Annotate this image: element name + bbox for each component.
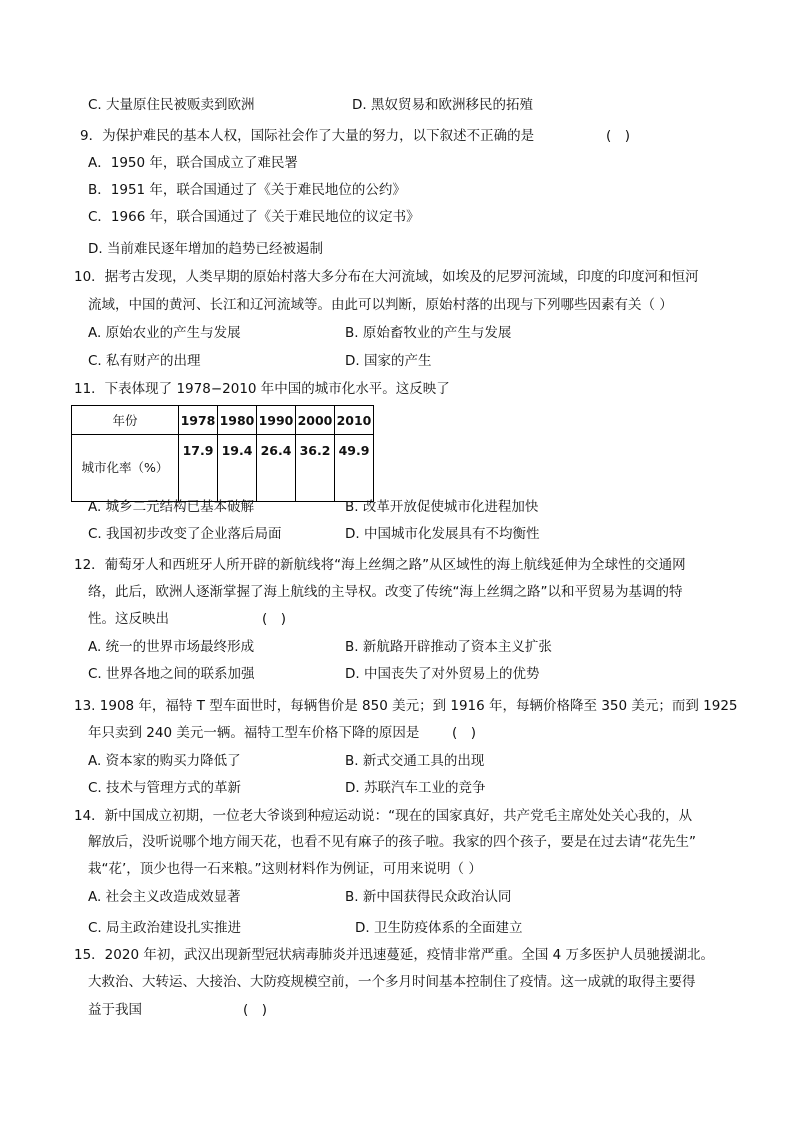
q10-option-d: D. 国家的产生 [345, 353, 432, 369]
table-rate-cell: 49.9 [335, 435, 374, 502]
q14-option-c: C. 局主政治建设扎实推进 [88, 920, 242, 936]
q14-stem-line3: 栽“花’，顶少也得一石来粮。”这则材料作为例证，可用来说明（ ） [88, 861, 482, 877]
q12-option-d: D. 中国丧失了对外贸易上的优势 [345, 666, 540, 682]
table-year-cell: 1990 [257, 406, 296, 435]
q15-stem-line2: 大救治、大转运、大接治、大防疫规模空前，一个多月时间基本控制住了疫情。这一成就的取得主要得 [88, 974, 696, 990]
q8-option-d: D. 黑奴贸易和欧洲移民的拓殖 [352, 97, 533, 113]
q13-answer-bracket: ( ) [452, 725, 477, 741]
q9-answer-bracket: ( ) [606, 128, 631, 144]
table-year-cell: 2010 [335, 406, 374, 435]
q13-stem-line1: 13. 1908 年，福特 T 型车面世时，每辆售价是 850 美元；到 1916 年，每辆价格降至 350 美元；而到 1925 [74, 698, 738, 714]
q14-option-b: B. 新中国获得民众政治认同 [345, 889, 512, 905]
q13-option-c: C. 技术与管理方式的革新 [88, 780, 242, 796]
q12-option-a: A. 统一的世界市场最终形成 [88, 639, 255, 655]
urbanization-table [71, 405, 374, 502]
table-row [72, 406, 374, 435]
q14-stem-line1: 14．新中国成立初期，一位老大爷谈到种痘运动说：“现在的国家真好，共产党毛主席处处关心我的，从 [74, 808, 693, 824]
q12-stem-line3: 性。这反映出 [88, 611, 169, 627]
q12-option-c: C. 世界各地之间的联系加强 [88, 666, 255, 682]
q15-answer-bracket: ( ) [243, 1002, 268, 1018]
table-rate-cell: 17.9 [179, 435, 218, 502]
q11-option-a: A. 城乡二元结构已基本破解 [88, 499, 255, 515]
q12-stem-line1: 12．葡萄牙人和西班牙人所开辟的新航线将“海上丝绸之路”从区域性的海上航线延伸为全球性的交通网 [74, 557, 686, 573]
q10-option-a: A. 原始农业的产生与发展 [88, 325, 241, 341]
q10-option-c: C. 私有财产的出理 [88, 353, 201, 369]
q9-option-c: C．1966 年，联合国通过了《关于难民地位的议定书》 [88, 209, 420, 225]
table-header-year-label: 年份 [72, 406, 179, 435]
q12-stem-line2: 络，此后，欧洲人逐渐掌握了海上航线的主导权。改变了传统“海上丝绸之路”以和平贸易为基调的特 [88, 584, 683, 600]
q15-stem-line3: 益于我国 [88, 1002, 142, 1018]
q13-stem-line2: 年只卖到 240 美元一辆。福特工型车价格下降的原因是 [88, 725, 420, 741]
q10-option-b: B. 原始畜牧业的产生与发展 [345, 325, 512, 341]
table-rate-cell: 26.4 [257, 435, 296, 502]
q11-option-c: C. 我国初步改变了企业落后局面 [88, 526, 282, 542]
q14-option-d: D. 卫生防疫体系的全面建立 [355, 920, 523, 936]
q14-stem-line2: 解放后，没听说哪个地方闹天花，也看不见有麻子的孩子啦。我家的四个孩子，要是在过去请“花先生” [88, 834, 696, 850]
q9-option-a: A．1950 年，联合国成立了难民署 [88, 155, 298, 171]
q15-stem-line1: 15．2020 年初，武汉出现新型冠状病毒肺炎并迅速蔓延，疫情非常严重。全国 4 万多医护人员驰援湖北。 [74, 947, 714, 963]
table-rate-label: 城市化率（%） [72, 435, 179, 502]
q9-stem: 9．为保护难民的基本人权，国际社会作了大量的努力，以下叙述不正确的是 [80, 128, 535, 144]
q10-stem-line1: 10．据考古发现，人类早期的原始村落大多分布在大河流域，如埃及的尼罗河流域，印度的印度河和恒河 [74, 269, 699, 285]
q11-option-d: D. 中国城市化发展具有不均衡性 [345, 526, 540, 542]
q11-option-b: B. 改革开放促使城市化进程加快 [345, 499, 539, 515]
q12-option-b: B. 新航路开辟推动了资本主义扩张 [345, 639, 552, 655]
table-rate-cell: 36.2 [296, 435, 335, 502]
q12-answer-bracket: ( ) [262, 611, 287, 627]
table-year-cell: 2000 [296, 406, 335, 435]
q13-option-b: B. 新式交通工具的出现 [345, 753, 485, 769]
q9-option-b: B．1951 年，联合国通过了《关于难民地位的公约》 [88, 182, 406, 198]
q11-stem: 11．下表体现了 1978−2010 年中国的城市化水平。这反映了 [74, 381, 450, 397]
q8-option-c: C. 大量原住民被贩卖到欧洲 [88, 97, 255, 113]
table-rate-cell: 19.4 [218, 435, 257, 502]
q13-option-d: D. 苏联汽车工业的竞争 [345, 780, 486, 796]
table-year-cell: 1980 [218, 406, 257, 435]
q10-stem-line2: 流域，中国的黄河、长江和辽河流域等。由此可以判断，原始村落的出现与下列哪些因素有关（ ） [88, 297, 673, 313]
q13-option-a: A. 资本家的购买力降低了 [88, 753, 241, 769]
q9-option-d: D. 当前难民逐年增加的趋势已经被遏制 [88, 241, 323, 257]
table-row [72, 435, 374, 502]
table-year-cell: 1978 [179, 406, 218, 435]
q14-option-a: A. 社会主义改造成效显著 [88, 889, 241, 905]
